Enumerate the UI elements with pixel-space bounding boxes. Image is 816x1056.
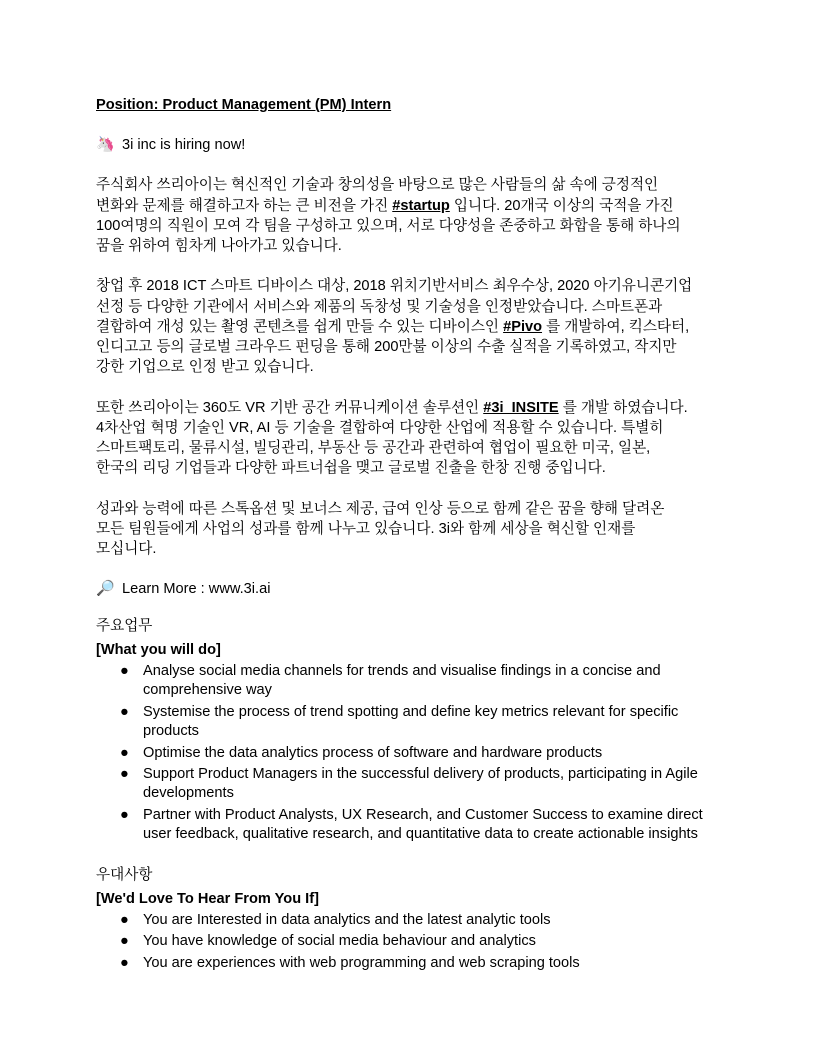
- intro-line-2-post: 입니다. 20개국 이상의 국적을 가진: [449, 197, 674, 214]
- position-title: Position: Product Management (PM) Intern: [96, 97, 392, 113]
- list-item: [96, 703, 726, 742]
- insite-line-4: 한국의 리딩 기업들과 다양한 파트너쉽을 맺고 글로벌 진출을 한창 진행 중입니다.: [96, 460, 606, 477]
- intro-line-3: 100여명의 직원이 모여 각 팀을 구성하고 있으며, 서로 다양성을 존중하고 화합을 통해 하나의: [96, 217, 681, 234]
- intro-paragraph: [96, 175, 726, 256]
- list-item: [96, 765, 726, 804]
- rewards-line-1: 성과와 능력에 따른 스톡옵션 및 보너스 제공, 급여 인상 등으로 함께 같은 꿈을 향해 달려온: [96, 500, 665, 517]
- list-item: [96, 932, 726, 951]
- preferred-text: You have knowledge of social media behaviour and analytics: [143, 933, 536, 950]
- list-item: [96, 662, 726, 701]
- list-item: [96, 911, 726, 930]
- intro-line-1: 주식회사 쓰리아이는 혁신적인 기술과 창의성을 바탕으로 많은 사람들의 삶 속에 긍정적인: [96, 177, 659, 194]
- bullet-icon: ●: [120, 744, 129, 761]
- history-line-2: 선정 등 다양한 기관에서 서비스와 제품의 독창성 및 기술성을 인정받았습니다. 스마트폰과: [96, 298, 663, 315]
- startup-hashtag-link[interactable]: #startup: [392, 197, 450, 214]
- list-item: [96, 954, 726, 973]
- insite-line-2: 4차산업 혁명 기술인 VR, AI 등 기술을 결합하여 다양한 산업에 적용할 수 있습니다. 특별히: [96, 419, 664, 436]
- insite-paragraph: [96, 398, 726, 479]
- learn-more-line: [96, 579, 726, 599]
- history-line-5: 강한 기업으로 인정 받고 있습니다.: [96, 359, 314, 376]
- preferred-heading: [We'd Love To Hear From You If]: [96, 890, 319, 907]
- duties-korean-heading: 주요업무: [96, 617, 153, 634]
- intro-line-4: 꿈을 위하여 힘차게 나아가고 있습니다.: [96, 238, 342, 254]
- duty-text: Analyse social media channels for trends and visualise findings in a concise and comprehensive way: [143, 663, 661, 699]
- preferred-text: You are Interested in data analytics and the latest analytic tools: [143, 912, 551, 929]
- document-page: [96, 95, 726, 993]
- duty-text: Support Product Managers in the successful delivery of products, participating in Agile developments: [143, 766, 698, 802]
- learn-more-text[interactable]: Learn More : www.3i.ai: [122, 581, 271, 598]
- bullet-icon: ●: [120, 954, 129, 971]
- bullet-icon: ●: [120, 912, 129, 929]
- rewards-line-3: 모십니다.: [96, 541, 157, 557]
- insite-line-1-post: 를 개발 하였습니다.: [558, 399, 688, 416]
- insite-line-3: 스마트팩토리, 물류시설, 빌딩관리, 부동산 등 공간과 관련하여 협업이 필요한 미국, 일본,: [96, 440, 651, 456]
- duties-heading: [What you will do]: [96, 641, 221, 658]
- list-item: [96, 744, 726, 763]
- bullet-icon: ●: [120, 703, 129, 720]
- rewards-paragraph: [96, 499, 726, 560]
- bullet-icon: ●: [120, 933, 129, 950]
- preferred-text: You are experiences with web programming and web scraping tools: [143, 954, 580, 971]
- list-item: [96, 806, 726, 845]
- insite-line-1: [96, 398, 726, 418]
- pivo-hashtag-link[interactable]: #Pivo: [503, 318, 543, 335]
- history-line-3-pre: 결합하여 개성 있는 촬영 콘텐츠를 쉽게 만들 수 있는 디바이스인: [96, 318, 504, 335]
- intro-line-2-pre: 변화와 문제를 해결하고자 하는 큰 비전을 가진: [96, 197, 393, 214]
- insite-line-1-pre: 또한 쓰리아이는 360도 VR 기반 공간 커뮤니케이션 솔루션인: [96, 399, 484, 416]
- history-paragraph: [96, 276, 726, 377]
- unicorn-icon: 🦄: [96, 136, 115, 154]
- preferred-list: [96, 911, 726, 973]
- duties-list: [96, 662, 726, 845]
- hiring-text: 3i inc is hiring now!: [122, 137, 246, 153]
- magnifier-icon: 🔎: [96, 580, 115, 598]
- rewards-line-2: 모든 팀원들에게 사업의 성과를 함께 나누고 있습니다. 3i와 함께 세상을 혁신할 인재를: [96, 520, 636, 537]
- bullet-icon: ●: [120, 766, 129, 783]
- history-line-3-post: 를 개발하여, 킥스타터,: [542, 318, 690, 335]
- history-line-1: 창업 후 2018 ICT 스마트 디바이스 대상, 2018 위치기반서비스 최우수상, 2020 아기유니콘기업: [96, 278, 693, 295]
- history-line-4: 인디고고 등의 글로벌 크라우드 펀딩을 통해 200만불 이상의 수출 실적을 기록하였고, 작지만: [96, 339, 677, 355]
- insite-hashtag-link[interactable]: #3i_INSITE: [483, 399, 559, 416]
- duty-text: Systemise the process of trend spotting and define key metrics relevant for specific products: [143, 703, 679, 740]
- hiring-line: [96, 135, 726, 155]
- intro-line-2: [96, 196, 726, 216]
- bullet-icon: ●: [120, 806, 129, 823]
- history-line-3: [96, 317, 726, 337]
- preferred-korean-heading: 우대사항: [96, 866, 153, 883]
- duty-text: Optimise the data analytics process of software and hardware products: [143, 744, 603, 761]
- bullet-icon: ●: [120, 663, 129, 679]
- duty-text: Partner with Product Analysts, UX Research, and Customer Success to examine direct user feedback, qualitative research, and quantitative data to create actionable insights: [143, 806, 703, 843]
